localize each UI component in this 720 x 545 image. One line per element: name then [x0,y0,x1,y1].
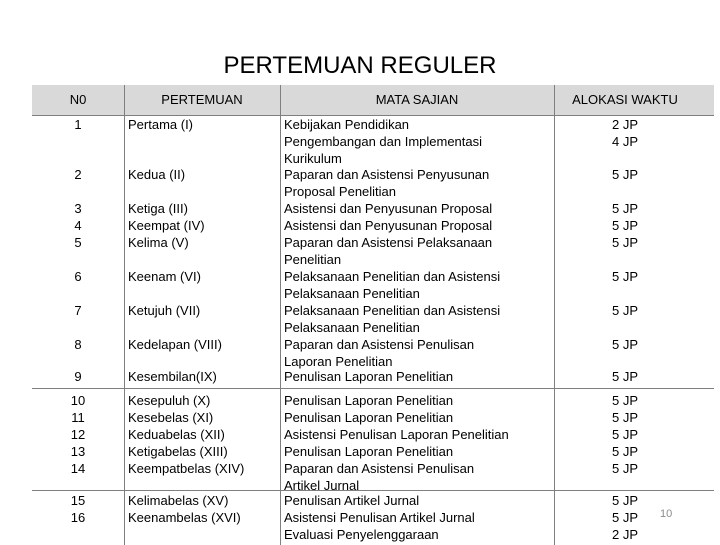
column-divider [554,85,555,545]
cell-alokasi: 5 JP [611,369,638,384]
table-header [32,85,714,115]
cell-alokasi: 5 JP 5 JP 2 JP [611,493,638,542]
cell-no: 15 16 [70,493,86,525]
cell-pertemuan: Pertama (I) [128,117,194,132]
header-no: N0 [69,92,87,107]
cell-pertemuan: Ketiga (III) Keempat (IV) Kelima (V) [128,201,205,250]
cell-no: 3 4 5 [74,201,82,250]
cell-no: 8 [74,337,82,352]
cell-pertemuan: Kesembilan(IX) [128,369,217,384]
header-pertemuan: PERTEMUAN [161,92,243,107]
cell-alokasi: 5 JP 5 JP 5 JP [611,201,638,250]
cell-mata-sajian: Paparan dan Asistensi Penyusunan Proposal Penelitian [284,167,490,199]
cell-pertemuan: Kedua (II) [128,167,186,182]
cell-mata-sajian: Penulisan Laporan Penelitian Penulisan Laporan Penelitian Asistensi Penulisan Laporan Penelitian Penulisan Laporan Penelitian Paparan dan Asistensi Penulisan Artikel Jurnal [284,393,509,493]
cell-alokasi: 5 JP [611,269,638,284]
cell-pertemuan: Ketujuh (VII) [128,303,201,318]
cell-no: 1 [74,117,82,132]
cell-mata-sajian: Kebijakan Pendidikan Pengembangan dan Implementasi Kurikulum [284,117,483,166]
cell-mata-sajian: Paparan dan Asistensi Penulisan Laporan Penelitian [284,337,475,369]
header-mata-sajian: MATA SAJIAN [375,92,459,107]
cell-mata-sajian: Penulisan Artikel Jurnal Asistensi Penulisan Artikel Jurnal Evaluasi Penyelenggaraan [284,493,475,542]
cell-alokasi: 2 JP 4 JP [611,117,638,149]
cell-no: 2 [74,167,82,182]
cell-pertemuan: Kedelapan (VIII) [128,337,222,352]
column-divider [124,85,125,545]
cell-alokasi: 5 JP 5 JP 5 JP 5 JP 5 JP [611,393,638,476]
header-alokasi-waktu: ALOKASI WAKTU [572,92,678,107]
page-number: 10 [660,508,673,520]
row-divider [32,388,714,389]
cell-no: 6 [74,269,82,284]
cell-no: 9 [74,369,82,384]
cell-alokasi: 5 JP [611,303,638,318]
schedule-table [32,85,714,545]
cell-pertemuan: Kesepuluh (X) Kesebelas (XI) Keduabelas (XII) Ketigabelas (XIII) Keempatbelas (XIV) [128,393,245,476]
cell-alokasi: 5 JP [611,337,638,352]
cell-mata-sajian: Asistensi dan Penyusunan Proposal Asistensi dan Penyusunan Proposal Paparan dan Asistensi Pelaksanaan Penelitian [284,201,493,267]
cell-mata-sajian: Penulisan Laporan Penelitian [284,369,454,384]
cell-pertemuan: Kelimabelas (XV) Keenambelas (XVI) [128,493,241,525]
cell-no: 7 [74,303,82,318]
page-title: PERTEMUAN REGULER [223,52,497,79]
cell-alokasi: 5 JP [611,167,638,182]
cell-pertemuan: Keenam (VI) [128,269,201,284]
cell-mata-sajian: Pelaksanaan Penelitian dan Asistensi Pelaksanaan Penelitian [284,269,501,301]
cell-mata-sajian: Pelaksanaan Penelitian dan Asistensi Pelaksanaan Penelitian [284,303,501,335]
column-divider [280,85,281,545]
cell-no: 10 11 12 13 14 [70,393,86,476]
